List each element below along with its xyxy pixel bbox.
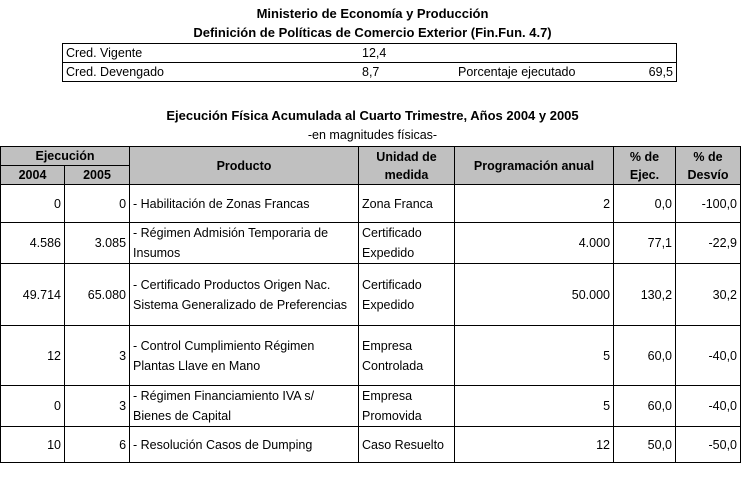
cell-producto: - Habilitación de Zonas Francas — [130, 185, 359, 223]
credit-vigente-value: 12,4 — [362, 46, 387, 60]
table-row — [1, 223, 741, 264]
policy-title: Definición de Políticas de Comercio Exterior (Fin.Fun. 4.7) — [193, 25, 552, 40]
cell-producto: - Régimen Financiamiento IVA s/ Bienes de Capital — [130, 386, 359, 427]
cell-programacion: 12 — [455, 427, 614, 463]
header-row-top — [1, 147, 741, 166]
cell-producto: - Régimen Admisión Temporaria de Insumos — [130, 223, 359, 264]
cell-2004: 4.586 — [1, 223, 65, 264]
cell-2005: 6 — [65, 427, 130, 463]
cell-pct-ejec: 60,0 — [614, 386, 676, 427]
section-subtitle: -en magnitudes físicas- — [307, 128, 438, 142]
table-row — [1, 427, 741, 463]
table-row — [1, 264, 741, 326]
cell-2005: 0 — [65, 185, 130, 223]
cell-unidad: Certificado Expedido — [359, 223, 455, 264]
credit-empty-cell — [455, 44, 631, 63]
header-2005: 2005 — [65, 166, 130, 185]
porcentaje-label: Porcentaje ejecutado — [455, 63, 631, 82]
cell-pct-desvio: -22,9 — [676, 223, 741, 264]
credit-row-devengado — [63, 63, 677, 82]
credit-devengado-label: Cred. Devengado — [63, 63, 360, 82]
cell-pct-ejec: 77,1 — [614, 223, 676, 264]
cell-pct-desvio: 30,2 — [676, 264, 741, 326]
header-pct-ejec: % de Ejec. — [614, 147, 676, 185]
cell-2004: 0 — [1, 185, 65, 223]
cell-programacion: 5 — [455, 386, 614, 427]
cell-programacion: 5 — [455, 326, 614, 386]
cell-producto: - Certificado Productos Origen Nac. Sistema Generalizado de Preferencias — [130, 264, 359, 326]
cell-programacion: 4.000 — [455, 223, 614, 264]
cell-2005: 3.085 — [65, 223, 130, 264]
header-producto: Producto — [130, 147, 359, 185]
cell-pct-desvio: -40,0 — [676, 386, 741, 427]
cell-unidad: Caso Resuelto — [359, 427, 455, 463]
credit-row-vigente — [63, 44, 677, 63]
cell-2004: 12 — [1, 326, 65, 386]
credit-empty-cell — [631, 44, 677, 63]
credit-summary-table — [62, 43, 677, 82]
header-2004: 2004 — [1, 166, 65, 185]
cell-programacion: 50.000 — [455, 264, 614, 326]
table-row — [1, 326, 741, 386]
cell-producto: - Resolución Casos de Dumping — [130, 427, 359, 463]
credit-devengado-value: 8,7 — [359, 63, 455, 82]
cell-2005: 65.080 — [65, 264, 130, 326]
cell-2005: 3 — [65, 386, 130, 427]
table-row — [1, 185, 741, 223]
ministry-title: Ministerio de Economía y Producción — [256, 6, 489, 21]
cell-unidad: Zona Franca — [359, 185, 455, 223]
cell-producto: - Control Cumplimiento Régimen Plantas Llave en Mano — [130, 326, 359, 386]
credit-vigente-label: Cred. Vigente — [66, 46, 143, 60]
cell-2005: 3 — [65, 326, 130, 386]
cell-unidad: Empresa Controlada — [359, 326, 455, 386]
header-pct-desvio: % de Desvío — [676, 147, 741, 185]
cell-2004: 0 — [1, 386, 65, 427]
cell-2004: 49.714 — [1, 264, 65, 326]
cell-unidad: Certificado Expedido — [359, 264, 455, 326]
cell-2004: 10 — [1, 427, 65, 463]
cell-programacion: 2 — [455, 185, 614, 223]
cell-pct-ejec: 0,0 — [614, 185, 676, 223]
porcentaje-value: 69,5 — [631, 63, 677, 82]
cell-pct-desvio: -100,0 — [676, 185, 741, 223]
physical-execution-table — [0, 146, 741, 463]
section-title: Ejecución Física Acumulada al Cuarto Trimestre, Años 2004 y 2005 — [166, 108, 579, 123]
cell-pct-ejec: 60,0 — [614, 326, 676, 386]
table-row — [1, 386, 741, 427]
cell-pct-desvio: -50,0 — [676, 427, 741, 463]
cell-pct-ejec: 50,0 — [614, 427, 676, 463]
header-ejecucion: Ejecución — [1, 147, 130, 166]
header-programacion: Programación anual — [455, 147, 614, 185]
cell-unidad: Empresa Promovida — [359, 386, 455, 427]
cell-pct-desvio: -40,0 — [676, 326, 741, 386]
cell-pct-ejec: 130,2 — [614, 264, 676, 326]
header-unidad: Unidad de medida — [359, 147, 455, 185]
